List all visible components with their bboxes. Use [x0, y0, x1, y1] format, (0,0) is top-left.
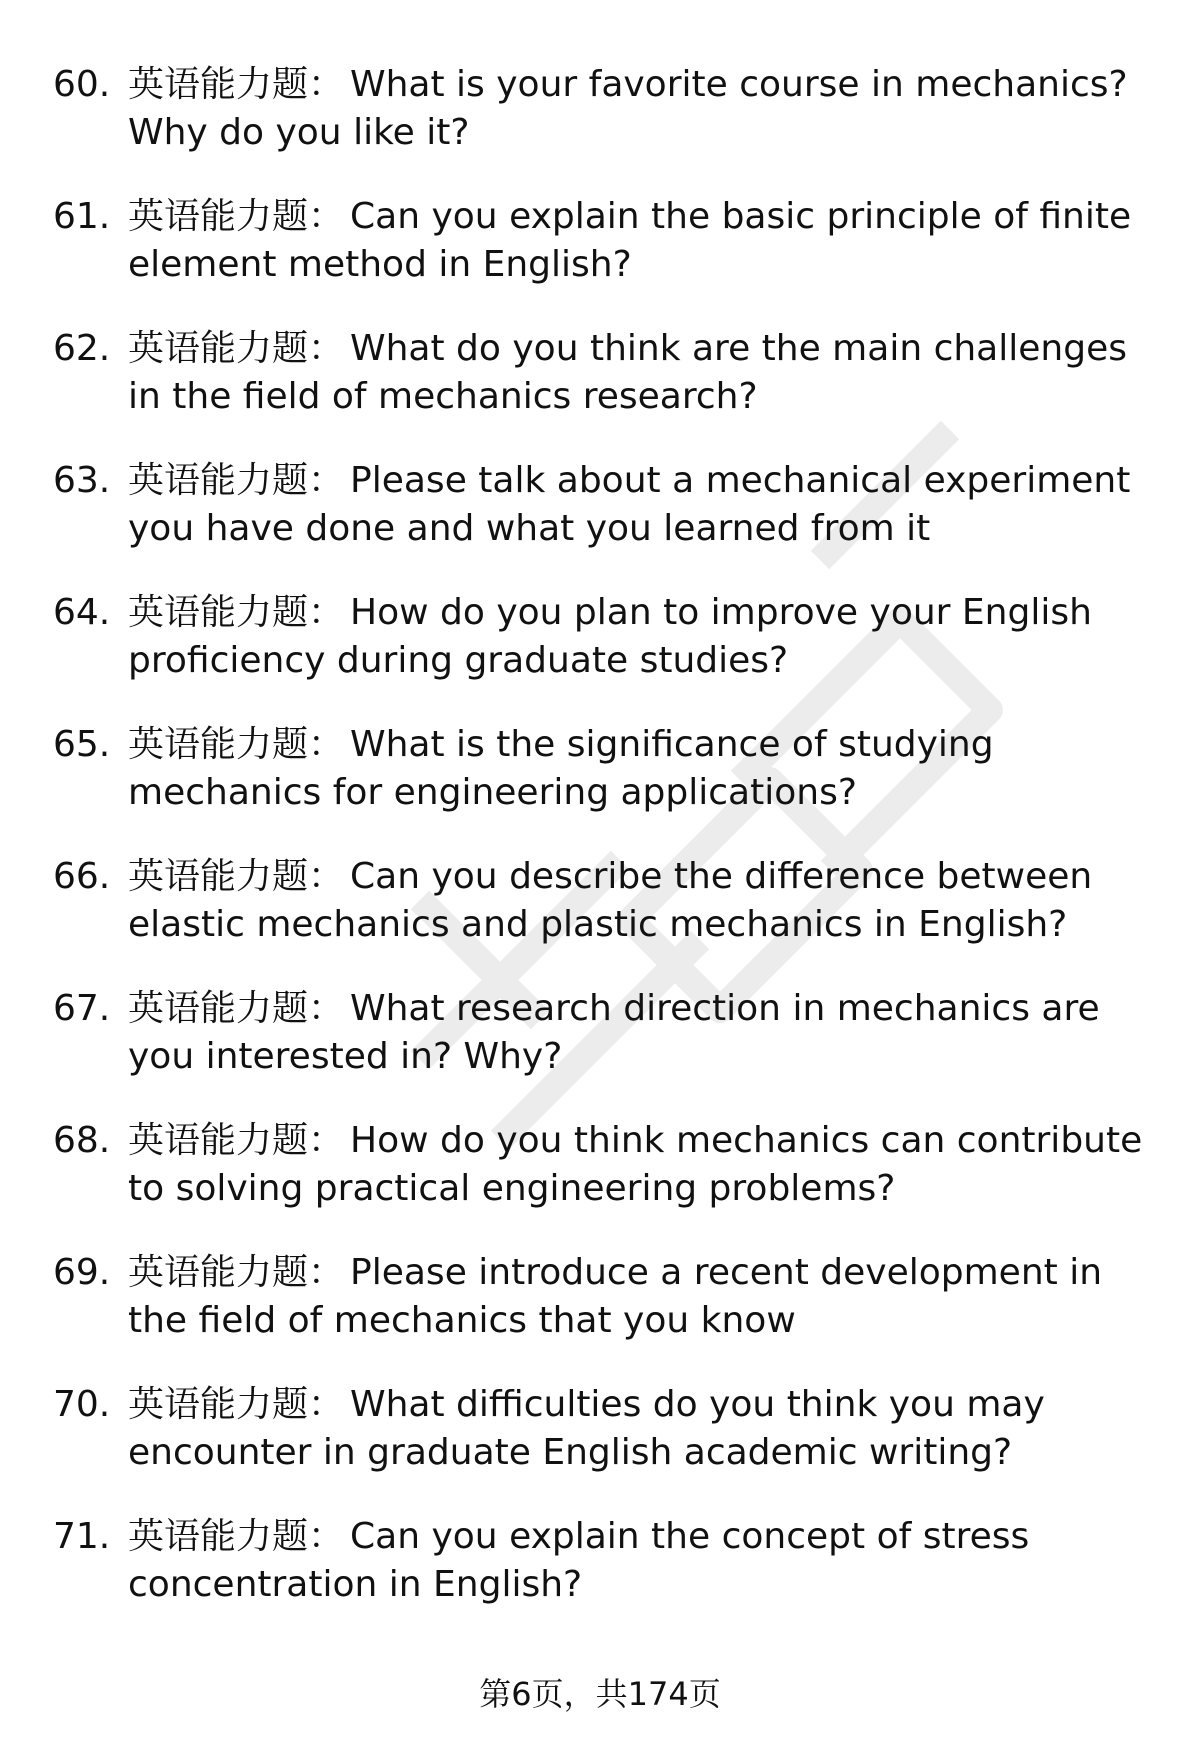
question-text: Please introduce a recent development in the field of mechanics that you know	[128, 1252, 1103, 1341]
question-text: What difficulties do you think you may encounter in graduate English academic writing?	[128, 1384, 1045, 1473]
question-body	[128, 721, 1158, 817]
question-item	[0, 1506, 1200, 1638]
question-number: 66.	[53, 856, 111, 897]
page-footer: 第6页，共174页	[479, 1675, 721, 1713]
question-item	[0, 186, 1200, 318]
question-number: 62.	[53, 328, 111, 369]
question-number: 63.	[53, 460, 111, 501]
question-body	[128, 1513, 1158, 1609]
question-text: What do you think are the main challenges in the field of mechanics research?	[128, 328, 1127, 417]
question-body	[128, 325, 1158, 421]
question-text: How do you think mechanics can contribute to solving practical engineering problems?	[128, 1120, 1143, 1209]
question-number: 60.	[53, 64, 111, 105]
question-text: What research direction in mechanics are you interested in? Why?	[128, 988, 1100, 1077]
question-body	[128, 853, 1158, 949]
question-item	[0, 450, 1200, 582]
question-category-label: 英语能力题：	[128, 328, 345, 369]
question-item	[0, 978, 1200, 1110]
question-text: Please talk about a mechanical experiment you have done and what you learned from it	[128, 460, 1131, 549]
question-number: 65.	[53, 724, 111, 765]
question-category-label: 英语能力题：	[128, 1252, 345, 1293]
question-body	[128, 1249, 1158, 1345]
question-body	[128, 985, 1158, 1081]
question-text: What is your favorite course in mechanics? Why do you like it?	[128, 64, 1128, 153]
question-item	[0, 1110, 1200, 1242]
question-text: Can you explain the concept of stress concentration in English?	[128, 1516, 1030, 1605]
question-category-label: 英语能力题：	[128, 1120, 345, 1161]
question-body	[128, 457, 1158, 553]
question-category-label: 英语能力题：	[128, 460, 345, 501]
question-item	[0, 714, 1200, 846]
question-category-label: 英语能力题：	[128, 724, 345, 765]
question-number: 70.	[53, 1384, 111, 1425]
question-category-label: 英语能力题：	[128, 196, 345, 237]
question-body	[128, 1381, 1158, 1477]
question-item	[0, 1242, 1200, 1374]
question-item	[0, 846, 1200, 978]
question-number: 68.	[53, 1120, 111, 1161]
question-text: How do you plan to improve your English proficiency during graduate studies?	[128, 592, 1092, 681]
question-body	[128, 1117, 1158, 1213]
question-text: What is the significance of studying mechanics for engineering applications?	[128, 724, 994, 813]
question-body	[128, 589, 1158, 685]
question-body	[128, 61, 1158, 157]
question-category-label: 英语能力题：	[128, 856, 345, 897]
question-category-label: 英语能力题：	[128, 1516, 345, 1557]
question-category-label: 英语能力题：	[128, 592, 345, 633]
question-number: 69.	[53, 1252, 111, 1293]
question-category-label: 英语能力题：	[128, 64, 345, 105]
question-number: 61.	[53, 196, 111, 237]
question-category-label: 英语能力题：	[128, 988, 345, 1029]
question-item	[0, 582, 1200, 714]
question-category-label: 英语能力题：	[128, 1384, 345, 1425]
question-text: Can you describe the difference between elastic mechanics and plastic mechanics in English?	[128, 856, 1093, 945]
question-number: 64.	[53, 592, 111, 633]
question-body	[128, 193, 1158, 289]
question-item	[0, 1374, 1200, 1506]
question-item	[0, 54, 1200, 186]
question-text: Can you explain the basic principle of finite element method in English?	[128, 196, 1132, 285]
question-item	[0, 318, 1200, 450]
question-number: 71.	[53, 1516, 111, 1557]
question-list	[0, 54, 1200, 1638]
question-number: 67.	[53, 988, 111, 1029]
